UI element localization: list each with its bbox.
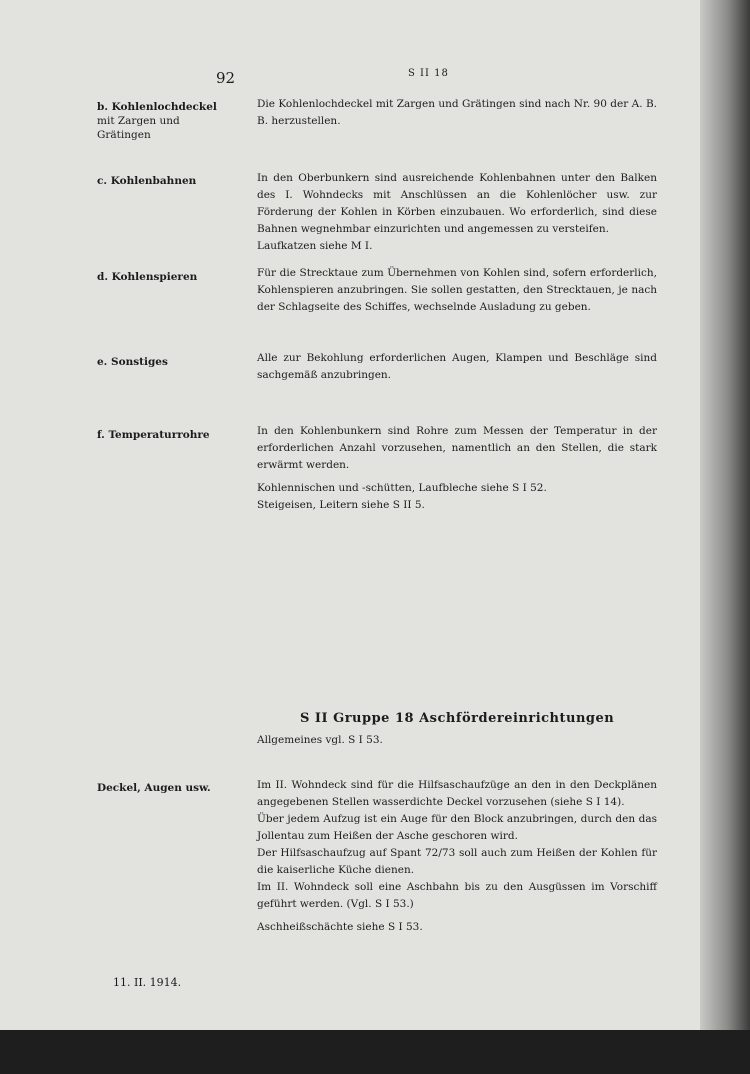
sidehead-deckel-augen xyxy=(97,781,247,795)
section-sonstiges xyxy=(257,350,657,384)
group-heading: S II Gruppe 18 Aschfördereinrichtungen xyxy=(300,711,615,726)
sidehead-temperaturrohre xyxy=(97,428,247,442)
paragraph: In den Oberbunkern sind ausreichende Kohlenbahnen unter den Balken des I. Wohndecks mit Anschlüssen an die Kohlenlöcher usw. zur Förderung der Kohlen in Körben einzubauen. Wo erforderlich, sind diese Bahnen wegnehmbar einzurichten und angemessen zu versteifen. xyxy=(257,172,657,235)
sidehead-kohlenbahnen xyxy=(97,174,247,188)
sidehead-kohlenlochdeckel xyxy=(97,100,247,142)
page-number: 92 xyxy=(216,69,236,87)
sidehead-title: Deckel, Augen usw. xyxy=(97,782,211,794)
paragraph: Der Hilfsaschaufzug auf Spant 72/73 soll auch zum Heißen der Kohlen für die kaiserliche Küche dienen. xyxy=(257,847,657,876)
section-deckel-augen xyxy=(257,777,657,936)
sidehead-title: b. Kohlenlochdeckel xyxy=(97,101,217,113)
scan-border xyxy=(0,1030,750,1074)
paragraph: In den Kohlenbunkern sind Rohre zum Messen der Temperatur in der erforderlichen Anzahl vorzusehen, namentlich an den Stellen, die stark erwärmt werden. xyxy=(257,425,657,471)
sidehead-title: e. Sonstiges xyxy=(97,356,168,368)
sidehead-sub: mit Zargen und xyxy=(97,115,180,127)
section-kohlenlochdeckel xyxy=(257,96,657,130)
paragraph: Aschheißschächte siehe S I 53. xyxy=(257,921,423,933)
sidehead-title: d. Kohlenspieren xyxy=(97,271,198,283)
sidehead-title: c. Kohlenbahnen xyxy=(97,175,197,187)
section-kohlenbahnen xyxy=(257,170,657,255)
paragraph: Alle zur Bekohlung erforderlichen Augen, Klampen und Beschläge sind sachgemäß anzubringen. xyxy=(257,352,657,381)
sidehead-kohlenspieren xyxy=(97,270,247,284)
paragraph: Kohlennischen und -schütten, Laufbleche siehe S I 52. xyxy=(257,482,547,494)
paragraph: Für die Strecktaue zum Übernehmen von Kohlen sind, sofern erforderlich, Kohlenspieren anzubringen. Sie sollen gestatten, den Strecktauen, je nach der Schlagseite des Schiffes, wechselnde Ausladung zu geben. xyxy=(257,267,657,313)
section-kohlenspieren xyxy=(257,265,657,316)
paragraph: Im II. Wohndeck soll eine Aschbahn bis zu den Ausgüssen im Vorschiff geführt werden. (Vgl. S I 53.) xyxy=(257,881,657,910)
running-head: S II 18 xyxy=(408,68,449,79)
sidehead-sub: Grätingen xyxy=(97,129,151,141)
section-temperaturrohre xyxy=(257,423,657,514)
paragraph: Im II. Wohndeck sind für die Hilfsaschaufzüge an den in den Deckplänen angegebenen Stellen wasserdichte Deckel vorzusehen (siehe S I 14). xyxy=(257,779,657,808)
sidehead-sonstiges xyxy=(97,355,247,369)
footer-date: 11. II. 1914. xyxy=(113,976,182,989)
paragraph: Laufkatzen siehe M I. xyxy=(257,240,373,252)
paragraph: Die Kohlenlochdeckel mit Zargen und Grätingen sind nach Nr. 90 der A. B. B. herzustellen. xyxy=(257,98,657,127)
sidehead-title: f. Temperaturrohre xyxy=(97,429,210,441)
group-sub: Allgemeines vgl. S I 53. xyxy=(257,734,383,746)
book-gutter xyxy=(700,0,750,1030)
paragraph: Steigeisen, Leitern siehe S II 5. xyxy=(257,499,425,511)
paragraph: Über jedem Aufzug ist ein Auge für den Block anzubringen, durch den das Jollentau zum Heißen der Asche geschoren wird. xyxy=(257,813,657,842)
